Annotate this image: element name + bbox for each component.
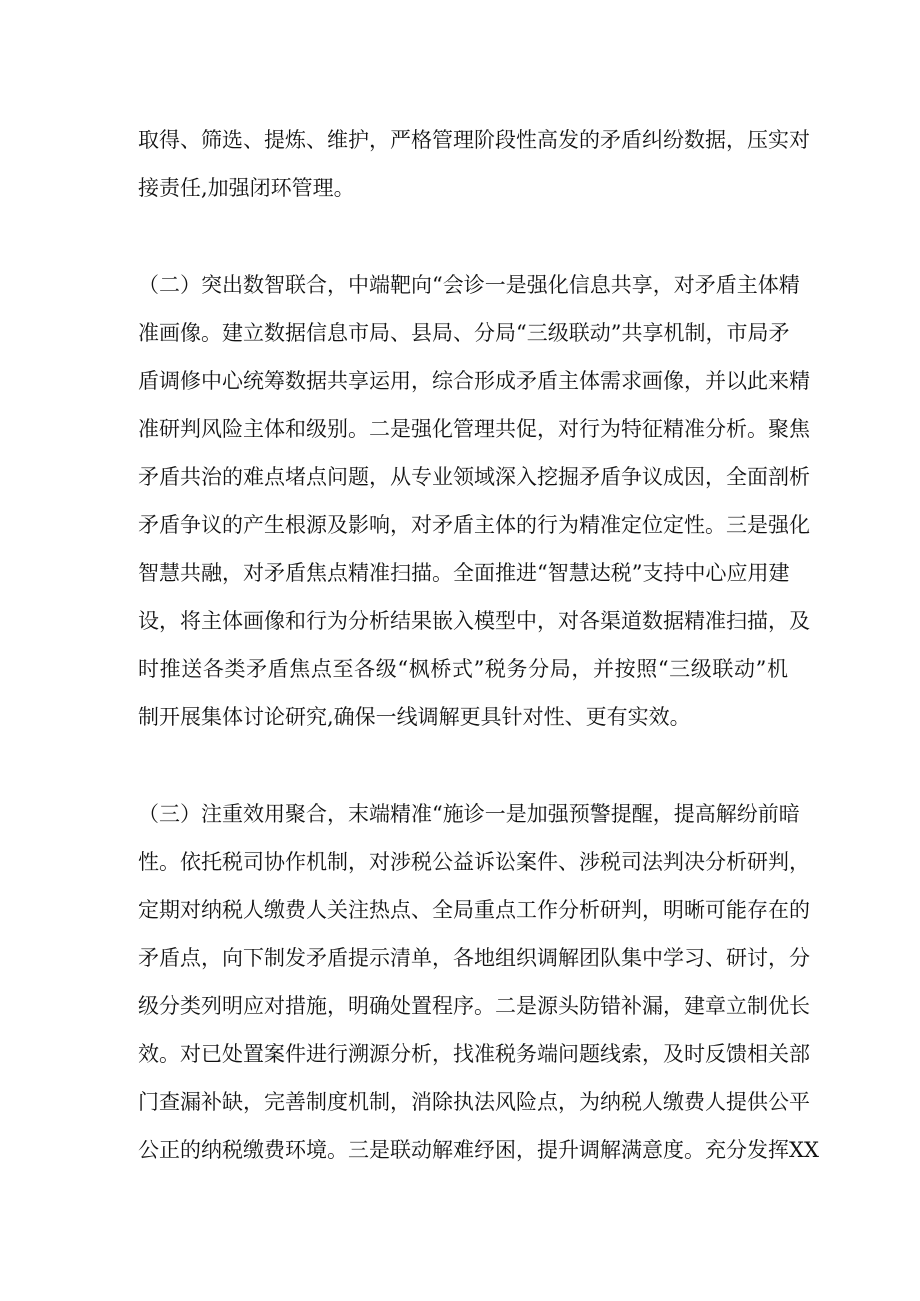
- text-line: 矛盾共治的难点堵点问题，从专业领域深入挖掘矛盾争议成因，全面剖析: [138, 465, 810, 489]
- text-line: 时推送各类矛盾焦点至各级“枫桥式”税务分局，并按照“三级联动”机: [138, 657, 788, 681]
- text-line: 盾调修中心统筹数据共享运用，综合形成矛盾主体需求画像，并以此来精: [138, 369, 810, 393]
- text-line: 智慧共融，对矛盾焦点精准扫描。全面推进“智慧达税”支持中心应用建: [138, 561, 790, 585]
- text-line: 接责任,加强闭环管理。: [138, 176, 355, 200]
- text-line: 矛盾点，向下制发矛盾提示清单，各地组织调解团队集中学习、研讨，分: [138, 946, 810, 970]
- text-line: 取得、筛选、提炼、维护，严格管理阶段性高发的矛盾纠纷数据，压实对: [138, 128, 810, 152]
- section-heading-line: （二）突出数智联合，中端靶向“会诊一是强化信息共享，对矛盾主体精: [138, 273, 800, 297]
- text-line: 公正的纳税缴费环境。三是联动解难纾困，提升调解满意度。充分发挥XX: [138, 1138, 819, 1162]
- text-line: 矛盾争议的产生根源及影响，对矛盾主体的行为精准定位定性。三是强化: [138, 513, 810, 537]
- text-line: 设，将主体画像和行为分析结果嵌入模型中，对各渠道数据精准扫描，及: [138, 609, 810, 633]
- text-line: 准画像。建立数据信息市局、县局、分局“三级联动”共享机制，市局矛: [138, 321, 790, 345]
- text-line: 性。依托税司协作机制，对涉税公益诉讼案件、涉税司法判决分析研判，: [138, 850, 810, 874]
- text-line: 级分类列明应对措施，明确处置程序。二是源头防错补漏，建章立制优长: [138, 994, 810, 1018]
- text-line: 准研判风险主体和级别。二是强化管理共促，对行为特征精准分析。聚焦: [138, 417, 810, 441]
- text-line: 效。对已处置案件进行溯源分析，找准税务端问题线索，及时反馈相关部: [138, 1042, 810, 1066]
- text-line: 定期对纳税人缴费人关注热点、全局重点工作分析研判，明晰可能存在的: [138, 898, 810, 922]
- text-line: 制开展集体讨论研究,确保一线调解更具针对性、更有实效。: [138, 705, 691, 729]
- section-heading-line: （三）注重效用聚合，末端精准“施诊一是加强预警提醒，提高解纷前暗: [138, 802, 800, 826]
- text-line: 门查漏补缺，完善制度机制，消除执法风险点，为纳税人缴费人提供公平: [138, 1090, 810, 1114]
